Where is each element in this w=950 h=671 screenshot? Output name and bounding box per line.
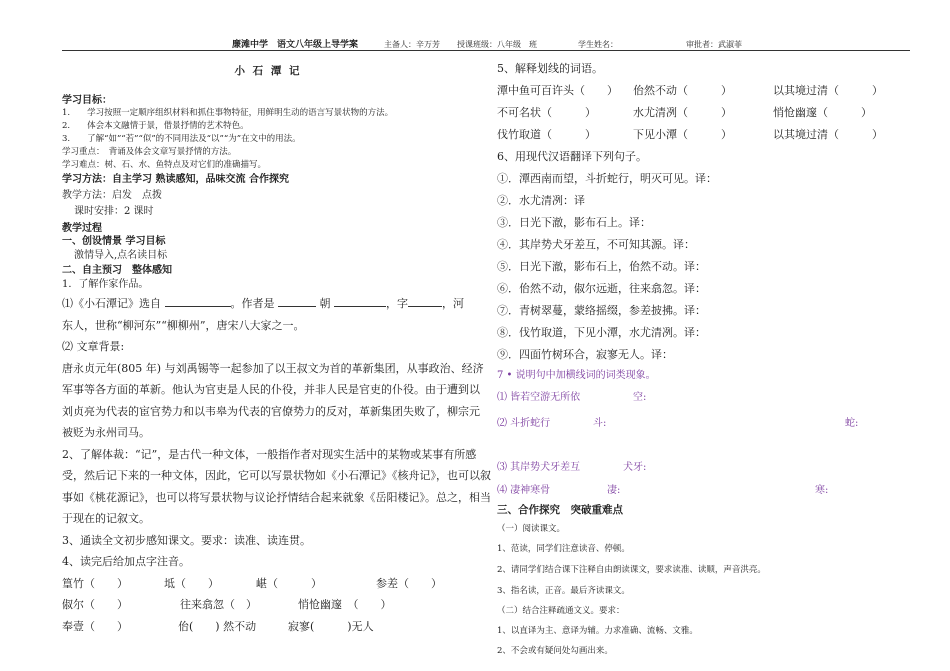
fill-text: ，字: [386, 297, 408, 310]
vocab-item[interactable]: 下见小潭（ ）: [633, 128, 732, 141]
genre-line: 受，然后记下来的一种文体，因此，它可以写景状物如《小石潭记》《核舟记》，也可以叙: [62, 469, 491, 482]
fill-text: ⑴《小石潭记》选自: [62, 297, 161, 310]
pinyin-item[interactable]: 悄怆幽邃 （ ）: [298, 598, 392, 611]
fill-text: 朝: [319, 297, 331, 310]
subsection-2: （二）结合注释疏通文义。要求：: [497, 606, 625, 616]
vocab-item[interactable]: 以其境过清（ ）: [773, 128, 883, 141]
reading-step: 1、范读，同学们注意读音、停顿。: [497, 544, 630, 554]
question-3: 3、通读全文初步感知课文。要求：读准、读连贯。: [62, 533, 311, 547]
reading-step: 3、指名读，正音。最后齐读课文。: [497, 586, 630, 596]
translate-item[interactable]: ⑤．日光下澈，影布石上，佁然不动。译：: [497, 260, 706, 273]
vocab-item[interactable]: 伐竹取道（ ）: [497, 128, 596, 141]
goal-item: 2. 体会本文融情于景，借景抒情的艺术特色。: [62, 121, 249, 131]
background-line: 刘贞亮为代表的宦官势力和以韦皋为代表的官僚势力的反对，革新集团失败了，柳宗元: [62, 404, 480, 418]
background-line: 被贬为永州司马。: [62, 426, 150, 439]
word-class-answer[interactable]: 寒:: [815, 485, 829, 496]
vocab-item[interactable]: 水尤清冽（ ）: [633, 106, 732, 119]
translate-item[interactable]: ③．日光下澈，影布石上。译：: [497, 216, 651, 229]
goals-heading: 学习目标：: [62, 95, 112, 106]
vocab-item[interactable]: 潭中鱼可百许头（ ）: [497, 84, 618, 97]
translate-item[interactable]: ⑨．四面竹树环合，寂寥无人。译：: [497, 348, 673, 361]
process-heading: 教学过程: [62, 223, 102, 234]
genre-line: 事如《桃花源记》，也可以将写景状物与议论抒情结合起来就象《岳阳楼记》。总之，相当: [62, 490, 491, 504]
student-name-label: 学生姓名：: [578, 40, 618, 49]
translate-item[interactable]: ①．潭西南而望，斗折蛇行，明灭可见。译：: [497, 172, 717, 185]
word-class-answer[interactable]: 犬牙:: [623, 462, 647, 473]
vocab-item[interactable]: 佁然不动（ ）: [633, 84, 732, 97]
background-line: 军事等各方面的革新。他认为官吏是人民的仆役，并非人民是官吏的仆役。由于遭到以: [62, 383, 480, 396]
reviewer: 审批者：武淑菲: [686, 40, 742, 49]
translate-item[interactable]: ⑧．伐竹取道，下见小潭，水尤清冽。译：: [497, 326, 706, 339]
question-4: 4、读完后给加点字注音。: [62, 555, 190, 568]
vocab-item[interactable]: 不可名状（ ）: [497, 106, 596, 119]
reading-step: 2、请同学们结合课下注释自由朗读课文，要求读准、读顺，声音洪亮。: [497, 565, 766, 575]
pinyin-item[interactable]: 参差（ ）: [376, 576, 442, 590]
pinyin-item[interactable]: 俶尔（ ）: [62, 598, 128, 611]
translation-rule: 2、不会或有疑问处勾画出来。: [497, 646, 613, 656]
class-hours: 课时安排：2 课时: [74, 206, 154, 217]
left-column: [62, 58, 491, 637]
section-1-text: 激情导入,点名读目标: [74, 250, 168, 261]
pinyin-item[interactable]: 篁竹（ ）: [62, 576, 128, 590]
translate-item[interactable]: ④．其岸势犬牙差互，不可知其源。译：: [497, 238, 695, 251]
word-class-sentence: ⑷ 凄神寒骨: [497, 485, 551, 496]
goal-item: 3. 了解“如”“若”“似”的不同用法及“以”“为”在文中的用法。: [62, 134, 301, 144]
vocab-item[interactable]: 以其境过清（ ）: [773, 84, 883, 97]
author-fill-line-2: 东人，世称“柳河东”“柳柳州”，唐宋八大家之一。: [62, 318, 305, 332]
pinyin-item[interactable]: 往来翕忽（ ）: [180, 598, 257, 611]
class-info: 授课班级：八年级 班: [457, 40, 537, 49]
school-subject: 廉滩中学 语文八年级上导学案: [232, 40, 359, 50]
preparer: 主备人：辛万芳: [384, 40, 440, 49]
word-class-item: [497, 481, 917, 501]
vocab-row: [497, 102, 917, 124]
pinyin-row: [62, 573, 474, 595]
right-column: [497, 58, 917, 661]
section-1-heading: 一、创设情景 学习目标: [62, 236, 166, 247]
goal-item: 1. 学习按照一定顺序组织材料和抓住事物特征，用鲜明生动的语言写景状物的方法。: [62, 108, 394, 118]
word-class-item: [497, 411, 917, 437]
vocab-row: [497, 124, 917, 146]
pinyin-item[interactable]: 佁( ) 然不动: [178, 619, 257, 633]
question-7: 7 • 说明句中加横线词的词类现象。: [497, 370, 656, 381]
author-fill-line: [62, 293, 474, 315]
fill-blank[interactable]: [165, 296, 231, 307]
pinyin-item[interactable]: 奉壹（ ）: [62, 619, 128, 633]
pinyin-row: [62, 594, 474, 616]
translate-item[interactable]: ②．水尤清冽：译: [497, 194, 585, 207]
teach-method: 教学方法：启发 点拨: [62, 190, 162, 201]
fill-text: 。作者是: [230, 297, 275, 310]
fill-text: ，河: [442, 297, 464, 310]
fill-blank[interactable]: [408, 296, 442, 307]
question-1: 1．了解作家作品。: [62, 279, 149, 290]
word-class-sentence: ⑴ 皆若空游无所依: [497, 392, 581, 403]
pinyin-row: [62, 616, 474, 638]
translate-item[interactable]: ⑥．佁然不动，俶尔远逝，往来翕忽。译：: [497, 282, 706, 295]
word-class-item: [497, 385, 917, 411]
section-2-heading: 二、自主预习 整体感知: [62, 265, 172, 276]
question-6: 6、用现代汉语翻译下列句子。: [497, 150, 647, 163]
translate-item[interactable]: ⑦．青树翠蔓，蒙络摇缀，参差披拂。译：: [497, 304, 706, 317]
pinyin-item[interactable]: 嵁（ ）: [256, 576, 322, 590]
subsection-1: （一）阅读课文。: [497, 524, 566, 534]
word-class-answer[interactable]: 凄:: [607, 485, 621, 496]
header-rule: [62, 50, 910, 51]
word-class-item: [497, 455, 917, 481]
pinyin-item[interactable]: 坻（ ）: [164, 576, 219, 590]
section-3-heading: 三、合作探究 突破重难点: [497, 504, 623, 516]
word-class-answer[interactable]: 斗:: [593, 418, 607, 429]
difficulty-point: 学习难点：树、石、水、鱼特点及对它们的准确描写。: [62, 160, 267, 170]
word-class-sentence: ⑶ 其岸势犬牙差互: [497, 462, 581, 473]
study-method: 学习方法：自主学习 熟读感知，品味交流 合作探究: [62, 174, 289, 185]
background-heading: ⑵ 文章背景:: [62, 340, 125, 353]
word-class-sentence: ⑵ 斗折蛇行: [497, 418, 551, 429]
vocab-row: [497, 80, 917, 102]
page-title: 小 石 潭 记: [234, 65, 302, 77]
translation-rule: 1、以直译为主、意译为辅。力求准确、流畅、文雅。: [497, 626, 698, 636]
word-class-answer[interactable]: 蛇:: [845, 418, 859, 429]
key-point: 学习重点： 背诵及体会文章写景抒情的方法。: [62, 147, 237, 157]
genre-line: 2、了解体裁：“记”，是古代一种文体，一般指作者对现实生活中的某物或某事有所感: [62, 447, 477, 461]
word-class-answer[interactable]: 空:: [633, 392, 647, 403]
fill-blank[interactable]: [278, 296, 316, 307]
question-5: 5、解释划线的词语。: [497, 62, 603, 75]
genre-line: 于现在的记叙文。: [62, 512, 150, 525]
fill-blank[interactable]: [334, 296, 386, 307]
pinyin-item[interactable]: 寂寥( )无人: [288, 619, 374, 633]
background-line: 唐永贞元年(805 年) 与刘禹锡等一起参加了以王叔文为首的革新集团，从事政治、经济: [62, 361, 484, 375]
vocab-item[interactable]: 悄怆幽邃（ ）: [773, 106, 872, 119]
